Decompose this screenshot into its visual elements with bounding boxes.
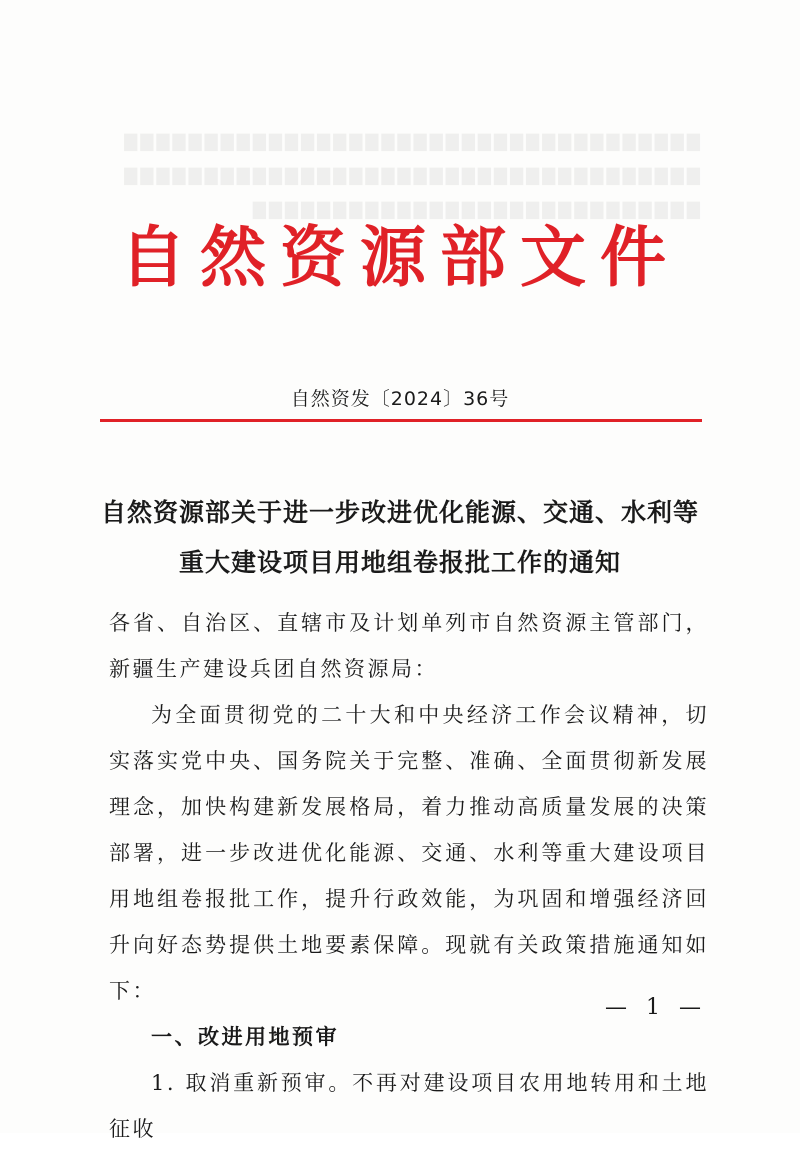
addressee: 各省、自治区、直辖市及计划单列市自然资源主管部门，新疆生产建设兵团自然资源局： [109, 611, 709, 681]
document-body [109, 600, 709, 1152]
red-divider-line [100, 419, 702, 422]
bleed-through-text: ▇▇▇▇▇▇▇▇▇▇▇▇▇▇▇▇▇▇▇▇▇▇▇▇▇▇▇▇▇▇▇▇▇▇▇▇▇▇▇▇▇▇▇▇▇▇▇▇▇▇▇▇▇▇▇▇▇▇▇▇▇▇▇▇▇▇▇▇▇▇▇▇▇▇▇▇▇▇▇▇▇▇▇▇▇▇▇▇▇▇▇▇▇▇▇▇▇▇▇▇ [121, 132, 700, 220]
notice-title [0, 488, 800, 588]
section-heading-1: 一、改进用地预审 [151, 1025, 339, 1049]
page-number: — 1 — [605, 995, 707, 1020]
notice-title-line-2: 重大建设项目用地组卷报批工作的通知 [178, 548, 621, 577]
notice-title-line-1: 自然资源部关于进一步改进优化能源、交通、水利等 [100, 498, 699, 527]
intro-paragraph: 为全面贯彻党的二十大和中央经济工作会议精神，切实落实党中央、国务院关于完整、准确、全面贯彻新发展理念，加快构建新发展格局，着力推动高质量发展的决策部署，进一步改进优化能源、交通、水利等重大建设项目用地组卷报批工作，提升行政效能，为巩固和增强经济回升向好态势提供土地要素保障。现就有关政策措施通知如下： [109, 703, 709, 1003]
issuer-title: 自然资源部文件 [120, 218, 680, 296]
document-number: 自然资发〔2024〕36号 [290, 388, 510, 410]
item-1-paragraph: 1. 取消重新预审。不再对建设项目农用地转用和土地征收 [109, 1071, 709, 1141]
